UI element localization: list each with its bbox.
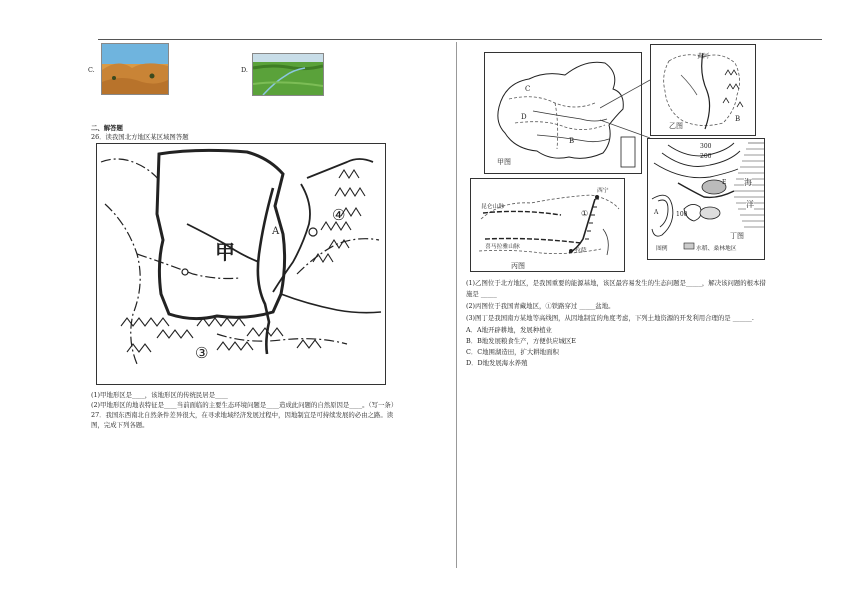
map-label-3: ③ xyxy=(195,344,209,362)
map-ding xyxy=(647,138,765,260)
map-bing xyxy=(470,178,625,272)
ding-label-sea2: 洋 xyxy=(746,200,754,209)
q27-stem-line1: 27．我国东西南北自然条件差异很大，在寻求地域经济发展过程中，因地制宜是可持续发展的必由之路。读 xyxy=(91,411,394,419)
bing-label-1: ① xyxy=(581,209,589,218)
q27-sub1-line2: 施是 _____ xyxy=(466,290,497,298)
q27-sub2: (2)丙图位于我国青藏地区，①铁路穿过 _____盆地。 xyxy=(466,302,615,310)
ding-label-300: 300 xyxy=(700,143,712,150)
map-label-jia: 甲 xyxy=(215,240,235,264)
ding-legend-item: 水稻、桑林地区 xyxy=(696,246,737,252)
q27-option-a: A．A地开辟耕地，发展种植业 xyxy=(466,326,552,334)
q26-map xyxy=(96,143,386,385)
ding-label-e: E xyxy=(722,179,727,186)
jia-label-b: B xyxy=(569,137,575,145)
jia-caption: 甲图 xyxy=(497,158,511,166)
jia-label-d: D xyxy=(521,113,527,121)
q26-sub1: (1)甲地形区是____，该地形区的传统民居是____ xyxy=(91,391,228,399)
section-title: 二、解答题 xyxy=(91,124,123,132)
ding-label-sea1: 海 xyxy=(744,178,752,187)
q27-option-b: B．B地发展粮食生产，方便供应城区E xyxy=(466,337,576,345)
q27-option-d: D．D地发展海水养殖 xyxy=(466,359,528,367)
bing-caption: 丙图 xyxy=(511,262,525,270)
map-label-4: ④ xyxy=(332,206,346,224)
q27-sub3: (3)图丁是我国南方某地等高线图，从因地制宜的角度考虑，下列土地资源的开发利用合理的是 ______. xyxy=(466,314,754,322)
jia-label-c: C xyxy=(525,85,531,93)
q26-stem: 26．读我国北方地区某区域图答题 xyxy=(91,133,189,141)
map-yi xyxy=(650,44,756,136)
ding-label-a: A xyxy=(654,209,659,216)
bing-label-xining: 西宁 xyxy=(597,188,609,194)
bing-label-lasa: 拉萨 xyxy=(575,248,587,254)
top-rule xyxy=(98,39,822,40)
ding-label-100: 100 xyxy=(676,211,688,218)
column-divider xyxy=(456,42,457,568)
grassland-photo xyxy=(252,53,324,96)
yi-label-river: 黄河 xyxy=(697,53,710,60)
q27-stem-line2: 图，完成下列各题。 xyxy=(91,421,149,429)
ding-label-200: 200 xyxy=(700,153,712,160)
ding-legend-title: 图例 xyxy=(656,246,668,252)
q27-option-c: C．C地围湖造田，扩大耕地面积 xyxy=(466,348,559,356)
desert-photo xyxy=(101,43,169,95)
yi-label-b: B xyxy=(735,115,741,123)
q26-sub2: (2)甲地形区的地表特征是____当前面临的主要生态环境问题是____造成此问题的自然原因是____。（写一条） xyxy=(91,401,398,409)
bing-label-kunlun: 昆仑山脉 xyxy=(481,204,505,210)
option-d-label: D. xyxy=(241,66,248,74)
map-label-a: A xyxy=(272,226,280,237)
bing-label-ximalaya: 喜马拉雅山脉 xyxy=(485,244,520,250)
q27-sub1-line1: (1)乙图位于北方地区，是我国重要的能源基地，该区最容易发生的生态问题是_____，解决该问题的根本措 xyxy=(466,279,766,287)
ding-caption: 丁图 xyxy=(730,232,744,240)
option-c-label: C. xyxy=(88,66,95,74)
yi-caption: 乙图 xyxy=(669,122,683,130)
